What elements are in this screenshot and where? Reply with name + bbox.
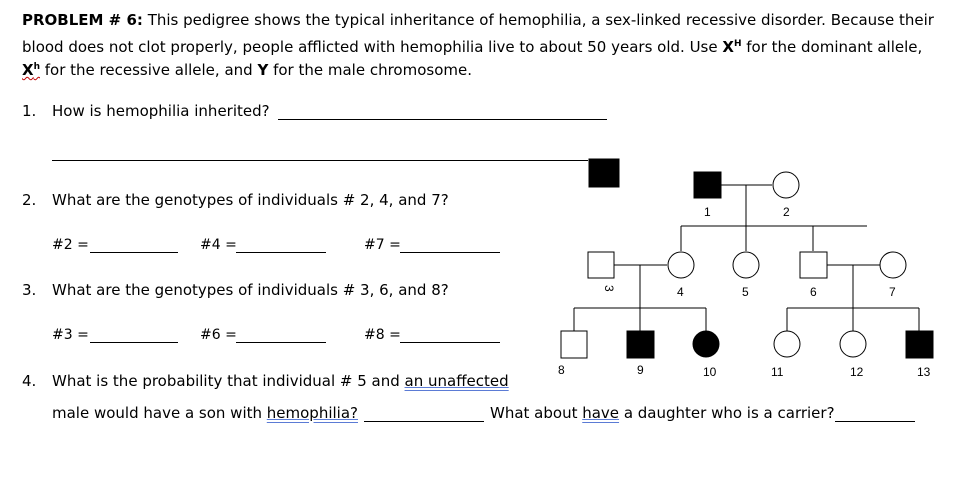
affected-male-1 <box>694 172 721 198</box>
female-7 <box>880 252 906 278</box>
male-8 <box>561 331 587 358</box>
label-4: 4 <box>677 285 684 299</box>
header-text-3a: for the recessive allele, and <box>40 61 258 79</box>
label-8: 8 <box>558 363 565 377</box>
affected-male-square-extra <box>589 159 619 187</box>
label-12: 12 <box>850 365 864 379</box>
header-text-3b: for the male chromosome. <box>268 61 472 79</box>
q4-line-2b: What about have a daughter who is a carrier? <box>490 404 835 422</box>
q1-text: How is hemophilia inherited? <box>52 102 270 120</box>
label-10: 10 <box>703 365 717 379</box>
q4-line-1: What is the probability that individual # 5 and an unaffected <box>52 372 509 390</box>
q4-line-2a: male would have a son with hemophilia? <box>52 404 358 422</box>
affected-male-9 <box>627 331 654 358</box>
q3-number: 3. <box>22 281 37 299</box>
q2-text: What are the genotypes of individuals # 2, 4, and 7? <box>52 191 449 209</box>
affected-female-10 <box>693 331 719 357</box>
label-13: 13 <box>917 365 931 379</box>
q3-label-8: #8 = <box>364 327 401 343</box>
female-2 <box>773 172 799 198</box>
q2-label-2: #2 = <box>52 237 89 253</box>
header-text-2a: blood does not clot properly, people afflicted with hemophilia live to about 50 years old. Use <box>22 38 723 56</box>
problem-label: PROBLEM # 6: <box>22 11 143 29</box>
q2-label-4: #4 = <box>200 237 237 253</box>
male-6 <box>800 252 827 278</box>
label-11: 11 <box>771 365 784 379</box>
label-7: 7 <box>889 285 896 299</box>
q4-have: have <box>582 404 620 422</box>
header-text-2b: for the dominant allele, <box>741 38 923 56</box>
label-9: 9 <box>637 363 644 377</box>
female-11 <box>774 331 800 357</box>
female-12 <box>840 331 866 357</box>
affected-male-13 <box>906 331 933 358</box>
label-3: 3 <box>602 285 616 292</box>
q3-label-3: #3 = <box>52 327 89 343</box>
male-3 <box>588 252 614 278</box>
q2-number: 2. <box>22 191 37 209</box>
label-1: 1 <box>704 205 711 219</box>
q3-label-6: #6 = <box>200 327 237 343</box>
recessive-allele: $X^h$ <box>22 61 40 79</box>
q2-label-7: #7 = <box>364 237 401 253</box>
dominant-allele: $X^H$ <box>722 38 742 56</box>
q4-number: 4. <box>22 372 37 390</box>
y-chromosome-label: Y <box>257 61 269 79</box>
label-6: 6 <box>810 285 817 299</box>
label-5: 5 <box>742 285 749 299</box>
q1-number: 1. <box>22 102 37 120</box>
female-4 <box>668 252 694 278</box>
q4-hemophilia: hemophilia? <box>266 404 358 422</box>
female-5 <box>733 252 759 278</box>
q3-text: What are the genotypes of individuals # 3, 6, and 8? <box>52 281 449 299</box>
label-2: 2 <box>783 205 790 219</box>
header-text-1: This pedigree shows the typical inheritance of hemophilia, a sex-linked recessive disorder. Because their <box>147 11 934 29</box>
q4-unaffected: an unaffected <box>404 372 509 390</box>
